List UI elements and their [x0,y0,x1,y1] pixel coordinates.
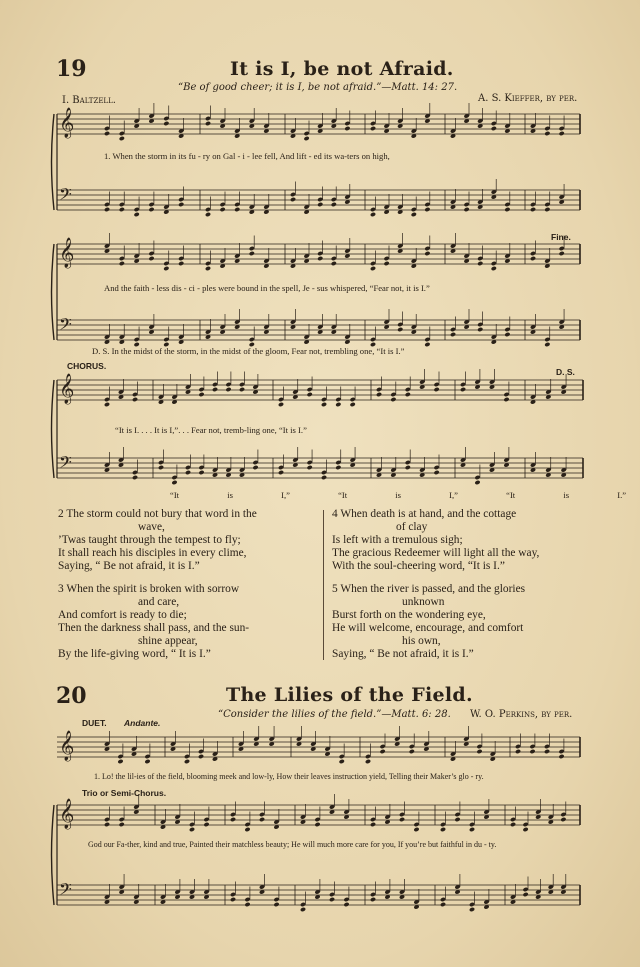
hymn-20-epigraph: “Consider the lilies of the field.”—Matt. 6: 28. [218,709,451,720]
verse-line: Is left with a tremulous sigh; [332,534,463,546]
duet-label: DUET. [82,718,107,728]
verse-line: ’Twas taught through the tempest to fly; [58,534,241,546]
hymn-19-system-2 [55,236,585,356]
hymn-19-epigraph: “Be of good cheer; it is I, be not afraid.”—Matt. 14: 27. [178,82,458,93]
bass-clef-icon: 𝄢 [59,184,72,208]
ds-mark: D. S. [556,367,575,377]
bass-clef-icon: 𝄢 [59,314,72,338]
hymn-19-chorus-system [55,372,585,502]
hymn-20-number: 20 [56,683,87,709]
hymn-19-system-1-lyric: 1. When the storm in its fu - ry on Gal - i - lee fell, And lift - ed its wa-ters on high, [104,151,390,161]
verse-line: Saying, “ Be not afraid, it is I.” [332,648,474,660]
verse-2 [58,508,316,573]
treble-clef-icon: 𝄞 [59,799,75,829]
hymn-19-chorus-lyric-lower: “It is I,” “It is I,” “It is I.” [170,490,627,500]
verse-line: wave, [138,521,165,533]
verse-line: He will welcome, encourage, and comfort [332,622,524,634]
staff [57,447,583,485]
staff [57,103,580,141]
staff [57,309,580,347]
verse-line: of clay [396,521,428,533]
hymn-19-chorus-lyric-upper: “It is I. . . . It is I,”. . . Fear not, tremb-ling one, “It is I.” [115,425,307,435]
staff [57,794,580,832]
treble-clef-icon: 𝄞 [59,374,75,404]
staff [57,726,580,764]
verse-line: Then the darkness shall pass, and the sun- [58,622,250,634]
staff [57,369,583,407]
verse-4 [332,508,590,573]
hymn-20-author: W. O. Perkins, by per. [470,709,573,720]
verse-line: and care, [138,596,180,608]
hymn-19-composer: I. Baltzell. [62,95,116,106]
bass-clef-icon: 𝄢 [59,452,72,476]
chorus-label: CHORUS. [67,361,107,371]
verse-line: Saying, “ Be not afraid, it is I.” [58,560,200,572]
treble-clef-icon: 𝄞 [59,108,75,138]
treble-clef-icon: 𝄞 [59,238,75,268]
hymn-19-system-2-ds-lyric: D. S. In the midst of the storm, in the midst of the gloom, Fear not, trembling one, “It is I.” [92,346,405,356]
hymn-19-system-2-lyric: And the faith - less dis - ci - ples were bound in the spell, Je - sus whispered, “Fear not, it is I.” [104,283,430,293]
verse-line: shine appear, [138,635,198,647]
fine-mark: Fine. [551,232,571,242]
verse-column-divider [323,510,324,660]
verse-line: 2 The storm could not bury that word in the [58,508,257,520]
staff [57,179,580,217]
tempo-mark: Andante. [124,718,161,728]
verse-line: By the life-giving word, “ It is I.” [58,648,211,660]
verse-line: Burst forth on the wondering eye, [332,609,486,621]
hymn-20-system-2 [55,795,585,925]
hymn-20-system-2-lyric: God our Fa-ther, kind and true, Painted their matchless beauty; He will much more care for you, If you’re but faithful in du - ty. [88,840,497,849]
hymn-19-title: It is I, be not Afraid. [230,58,454,80]
verse-line: unknown [402,596,445,608]
hymn-19-number: 19 [56,56,87,82]
hymn-19-system-1 [55,106,585,226]
bass-clef-icon: 𝄢 [59,879,72,903]
hymn-20-title: The Lilies of the Field. [226,684,473,706]
verse-line: It shall reach his disciples in every clime, [58,547,247,559]
verse-line: And comfort is ready to die; [58,609,187,621]
staff [57,233,580,271]
verse-line: his own, [402,635,441,647]
hymn-20-system-1-lyric: 1. Lo! the lil-ies of the field, blooming meek and low-ly, How their leaves instruction yield, Telling their Maker’s glo - ry. [94,772,484,781]
verse-line: 3 When the spirit is broken with sorrow [58,583,240,595]
verse-line: 5 When the river is passed, and the glories [332,583,526,595]
verses-left-column [58,508,316,661]
trio-label: Trio or Semi-Chorus. [82,788,167,798]
verse-line: With the soul-cheering word, “It is I.” [332,560,505,572]
treble-clef-icon: 𝄞 [59,731,75,761]
verses-right-column [332,508,590,661]
hymn-20-system-1 [55,727,585,777]
staff [57,874,580,912]
verse-3 [58,583,316,661]
verse-line: 4 When death is at hand, and the cottage [332,508,517,520]
verse-line: The gracious Redeemer will light all the way, [332,547,540,559]
hymn-19-author: A. S. Kieffer, by per. [478,93,578,104]
verse-5 [332,583,590,661]
